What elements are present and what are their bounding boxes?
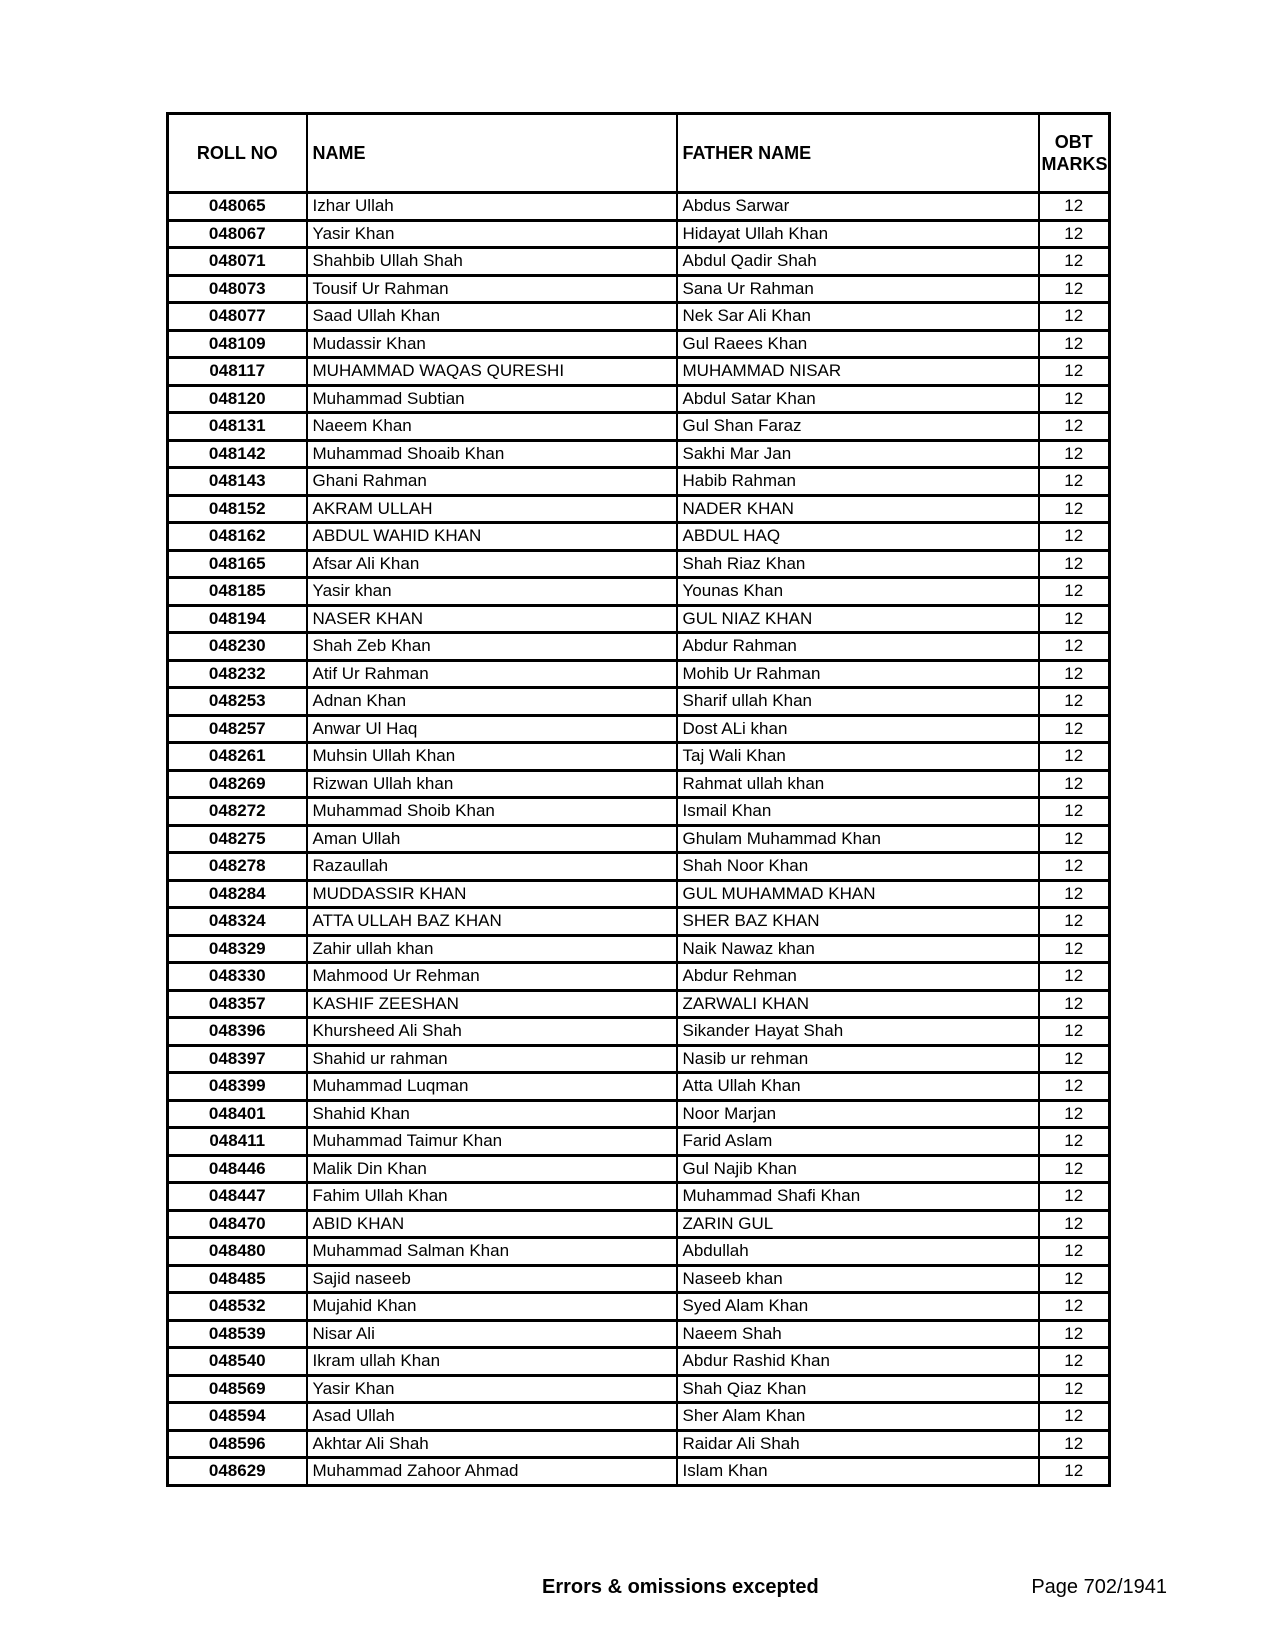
roll-no-cell: 048131 [168, 413, 307, 441]
roll-no-cell: 048143 [168, 468, 307, 496]
table-row [168, 330, 1110, 358]
name-cell: Afsar Ali Khan [307, 550, 677, 578]
roll-no-cell: 048109 [168, 330, 307, 358]
table-row [168, 880, 1110, 908]
table-row [168, 1458, 1110, 1486]
name-cell: Ikram ullah Khan [307, 1348, 677, 1376]
roll-no-cell: 048485 [168, 1265, 307, 1293]
obt-marks-cell: 12 [1039, 1348, 1110, 1376]
obt-marks-cell: 12 [1039, 633, 1110, 661]
table-row [168, 495, 1110, 523]
roll-no-cell: 048330 [168, 963, 307, 991]
table-row [168, 220, 1110, 248]
obt-marks-cell: 12 [1039, 935, 1110, 963]
roll-no-cell: 048357 [168, 990, 307, 1018]
name-cell: NASER KHAN [307, 605, 677, 633]
name-cell: Shahid Khan [307, 1100, 677, 1128]
father-name-cell: Sher Alam Khan [677, 1403, 1039, 1431]
roll-no-cell: 048329 [168, 935, 307, 963]
name-cell: Adnan Khan [307, 688, 677, 716]
obt-marks-cell: 12 [1039, 1155, 1110, 1183]
table-row [168, 908, 1110, 936]
name-cell: Yasir Khan [307, 1375, 677, 1403]
table-row [168, 385, 1110, 413]
name-cell: ATTA ULLAH BAZ KHAN [307, 908, 677, 936]
father-name-cell: Syed Alam Khan [677, 1293, 1039, 1321]
name-cell: Tousif Ur Rahman [307, 275, 677, 303]
father-name-cell: Nek Sar Ali Khan [677, 303, 1039, 331]
table-row [168, 523, 1110, 551]
name-cell: Naeem Khan [307, 413, 677, 441]
table-row [168, 193, 1110, 221]
father-name-cell: Gul Raees Khan [677, 330, 1039, 358]
table-row [168, 1238, 1110, 1266]
roll-no-cell: 048272 [168, 798, 307, 826]
name-cell: Muhammad Salman Khan [307, 1238, 677, 1266]
roll-no-cell: 048232 [168, 660, 307, 688]
obt-marks-cell: 12 [1039, 385, 1110, 413]
father-name-cell: Ghulam Muhammad Khan [677, 825, 1039, 853]
name-cell: Muhsin Ullah Khan [307, 743, 677, 771]
obt-marks-cell: 12 [1039, 1045, 1110, 1073]
obt-marks-cell: 12 [1039, 193, 1110, 221]
father-name-cell: Naik Nawaz khan [677, 935, 1039, 963]
father-name-cell: Shah Noor Khan [677, 853, 1039, 881]
roll-no-cell: 048596 [168, 1430, 307, 1458]
obt-marks-cell: 12 [1039, 220, 1110, 248]
table-row [168, 1265, 1110, 1293]
roll-no-cell: 048257 [168, 715, 307, 743]
roll-no-cell: 048073 [168, 275, 307, 303]
obt-marks-cell: 12 [1039, 358, 1110, 386]
table-row [168, 825, 1110, 853]
table-row [168, 303, 1110, 331]
obt-marks-cell: 12 [1039, 825, 1110, 853]
roll-no-cell: 048071 [168, 248, 307, 276]
table-row [168, 1210, 1110, 1238]
roll-no-cell: 048185 [168, 578, 307, 606]
father-name-cell: Atta Ullah Khan [677, 1073, 1039, 1101]
table-row [168, 605, 1110, 633]
table-row [168, 1100, 1110, 1128]
table-row [168, 715, 1110, 743]
father-name-cell: Islam Khan [677, 1458, 1039, 1486]
name-cell: Muhammad Taimur Khan [307, 1128, 677, 1156]
father-name-cell: Abdur Rahman [677, 633, 1039, 661]
name-cell: ABDUL WAHID KHAN [307, 523, 677, 551]
obt-marks-cell: 12 [1039, 688, 1110, 716]
name-cell: Shah Zeb Khan [307, 633, 677, 661]
table-row [168, 550, 1110, 578]
roll-no-cell: 048401 [168, 1100, 307, 1128]
roll-no-cell: 048230 [168, 633, 307, 661]
roll-no-cell: 048152 [168, 495, 307, 523]
results-table-body [168, 193, 1110, 1486]
name-cell: Asad Ullah [307, 1403, 677, 1431]
name-cell: Khursheed Ali Shah [307, 1018, 677, 1046]
father-name-cell: Hidayat Ullah Khan [677, 220, 1039, 248]
obt-marks-cell: 12 [1039, 908, 1110, 936]
obt-marks-cell: 12 [1039, 1293, 1110, 1321]
name-cell: Ghani Rahman [307, 468, 677, 496]
father-name-cell: Gul Shan Faraz [677, 413, 1039, 441]
obt-marks-cell: 12 [1039, 468, 1110, 496]
table-row [168, 1155, 1110, 1183]
roll-no-cell: 048253 [168, 688, 307, 716]
roll-no-cell: 048275 [168, 825, 307, 853]
father-name-cell: Sharif ullah Khan [677, 688, 1039, 716]
obt-marks-cell: 12 [1039, 578, 1110, 606]
obt-marks-cell: 12 [1039, 303, 1110, 331]
table-row [168, 413, 1110, 441]
results-table-header [168, 114, 1110, 193]
obt-marks-cell: 12 [1039, 1073, 1110, 1101]
roll-no-cell: 048261 [168, 743, 307, 771]
father-name-cell: Rahmat ullah khan [677, 770, 1039, 798]
name-cell: Zahir ullah khan [307, 935, 677, 963]
roll-no-cell: 048162 [168, 523, 307, 551]
table-row [168, 1348, 1110, 1376]
name-header: NAME [307, 114, 677, 193]
father-name-cell: Abdullah [677, 1238, 1039, 1266]
obt-marks-cell: 12 [1039, 798, 1110, 826]
obt-marks-cell: 12 [1039, 413, 1110, 441]
roll-no-cell: 048569 [168, 1375, 307, 1403]
father-name-cell: GUL MUHAMMAD KHAN [677, 880, 1039, 908]
father-name-cell: Naseeb khan [677, 1265, 1039, 1293]
name-cell: KASHIF ZEESHAN [307, 990, 677, 1018]
obt-marks-cell: 12 [1039, 1375, 1110, 1403]
roll-no-cell: 048065 [168, 193, 307, 221]
father-name-cell: Younas Khan [677, 578, 1039, 606]
name-cell: Akhtar Ali Shah [307, 1430, 677, 1458]
table-row [168, 1073, 1110, 1101]
obt-marks-cell: 12 [1039, 1458, 1110, 1486]
obt-marks-cell: 12 [1039, 1210, 1110, 1238]
father-name-cell: Abdus Sarwar [677, 193, 1039, 221]
father-name-cell: Sikander Hayat Shah [677, 1018, 1039, 1046]
table-row [168, 633, 1110, 661]
roll-no-cell: 048165 [168, 550, 307, 578]
roll-no-cell: 048594 [168, 1403, 307, 1431]
roll-no-cell: 048278 [168, 853, 307, 881]
father-name-cell: Shah Qiaz Khan [677, 1375, 1039, 1403]
father-name-cell: Shah Riaz Khan [677, 550, 1039, 578]
obt-marks-cell: 12 [1039, 605, 1110, 633]
name-cell: MUHAMMAD WAQAS QURESHI [307, 358, 677, 386]
roll-no-cell: 048324 [168, 908, 307, 936]
name-cell: Aman Ullah [307, 825, 677, 853]
obt-marks-cell: 12 [1039, 1128, 1110, 1156]
table-row [168, 1045, 1110, 1073]
table-row [168, 1375, 1110, 1403]
table-row [168, 440, 1110, 468]
obt-marks-cell: 12 [1039, 770, 1110, 798]
table-row [168, 963, 1110, 991]
table-row [168, 660, 1110, 688]
roll-no-cell: 048470 [168, 1210, 307, 1238]
obt-marks-cell: 12 [1039, 880, 1110, 908]
roll-no-cell: 048532 [168, 1293, 307, 1321]
table-row [168, 798, 1110, 826]
roll-no-cell: 048142 [168, 440, 307, 468]
name-cell: Muhammad Zahoor Ahmad [307, 1458, 677, 1486]
roll-no-cell: 048480 [168, 1238, 307, 1266]
table-row [168, 1128, 1110, 1156]
roll-no-cell: 048284 [168, 880, 307, 908]
obt-marks-cell: 12 [1039, 1320, 1110, 1348]
roll-no-cell: 048269 [168, 770, 307, 798]
roll-no-cell: 048447 [168, 1183, 307, 1211]
name-cell: Muhammad Shoaib Khan [307, 440, 677, 468]
obt-marks-cell: 12 [1039, 523, 1110, 551]
roll-no-cell: 048399 [168, 1073, 307, 1101]
name-cell: AKRAM ULLAH [307, 495, 677, 523]
roll-no-cell: 048446 [168, 1155, 307, 1183]
obt-marks-cell: 12 [1039, 248, 1110, 276]
obt-marks-cell: 12 [1039, 660, 1110, 688]
footer-note: Errors & omissions excepted [542, 1576, 819, 1598]
name-cell: Shahid ur rahman [307, 1045, 677, 1073]
name-cell: Yasir Khan [307, 220, 677, 248]
name-cell: Mahmood Ur Rehman [307, 963, 677, 991]
roll-no-cell: 048539 [168, 1320, 307, 1348]
name-cell: Fahim Ullah Khan [307, 1183, 677, 1211]
obt-marks-cell: 12 [1039, 743, 1110, 771]
obt-marks-cell: 12 [1039, 1265, 1110, 1293]
roll-no-cell: 048120 [168, 385, 307, 413]
obt-marks-cell: 12 [1039, 495, 1110, 523]
obt-marks-cell: 12 [1039, 1430, 1110, 1458]
father-name-cell: ZARWALI KHAN [677, 990, 1039, 1018]
name-cell: MUDDASSIR KHAN [307, 880, 677, 908]
table-row [168, 990, 1110, 1018]
name-cell: Razaullah [307, 853, 677, 881]
obt-marks-cell: 12 [1039, 440, 1110, 468]
father-name-cell: Farid Aslam [677, 1128, 1039, 1156]
obt-marks-cell: 12 [1039, 275, 1110, 303]
obt-marks-cell: 12 [1039, 1018, 1110, 1046]
father-name-cell: ZARIN GUL [677, 1210, 1039, 1238]
father-name-cell: Naeem Shah [677, 1320, 1039, 1348]
name-cell: Mujahid Khan [307, 1293, 677, 1321]
roll-no-cell: 048194 [168, 605, 307, 633]
name-cell: Yasir khan [307, 578, 677, 606]
roll-no-cell: 048396 [168, 1018, 307, 1046]
table-row [168, 1183, 1110, 1211]
father-name-cell: NADER KHAN [677, 495, 1039, 523]
name-cell: Malik Din Khan [307, 1155, 677, 1183]
name-cell: Nisar Ali [307, 1320, 677, 1348]
name-cell: Muhammad Luqman [307, 1073, 677, 1101]
obt-marks-header: OBT MARKS [1039, 114, 1110, 193]
obt-marks-cell: 12 [1039, 1100, 1110, 1128]
obt-marks-cell: 12 [1039, 853, 1110, 881]
obt-marks-cell: 12 [1039, 330, 1110, 358]
name-cell: Anwar Ul Haq [307, 715, 677, 743]
father-name-header: FATHER NAME [677, 114, 1039, 193]
name-cell: Izhar Ullah [307, 193, 677, 221]
father-name-cell: Raidar Ali Shah [677, 1430, 1039, 1458]
name-cell: Rizwan Ullah khan [307, 770, 677, 798]
table-row [168, 1430, 1110, 1458]
roll-no-header: ROLL NO [168, 114, 307, 193]
father-name-cell: Abdur Rashid Khan [677, 1348, 1039, 1376]
father-name-cell: SHER BAZ KHAN [677, 908, 1039, 936]
roll-no-cell: 048629 [168, 1458, 307, 1486]
father-name-cell: Abdul Qadir Shah [677, 248, 1039, 276]
roll-no-cell: 048540 [168, 1348, 307, 1376]
obt-marks-cell: 12 [1039, 990, 1110, 1018]
obt-marks-cell: 12 [1039, 1183, 1110, 1211]
table-row [168, 468, 1110, 496]
table-row [168, 248, 1110, 276]
name-cell: Mudassir Khan [307, 330, 677, 358]
table-row [168, 770, 1110, 798]
table-row [168, 688, 1110, 716]
father-name-cell: Mohib Ur Rahman [677, 660, 1039, 688]
roll-no-cell: 048411 [168, 1128, 307, 1156]
roll-no-cell: 048397 [168, 1045, 307, 1073]
table-row [168, 935, 1110, 963]
name-cell: Muhammad Subtian [307, 385, 677, 413]
name-cell: Atif Ur Rahman [307, 660, 677, 688]
father-name-cell: Gul Najib Khan [677, 1155, 1039, 1183]
table-row [168, 1018, 1110, 1046]
obt-marks-cell: 12 [1039, 963, 1110, 991]
father-name-cell: Taj Wali Khan [677, 743, 1039, 771]
name-cell: Shahbib Ullah Shah [307, 248, 677, 276]
table-row [168, 358, 1110, 386]
father-name-cell: Ismail Khan [677, 798, 1039, 826]
table-row [168, 1320, 1110, 1348]
obt-marks-cell: 12 [1039, 715, 1110, 743]
name-cell: Saad Ullah Khan [307, 303, 677, 331]
name-cell: Muhammad Shoib Khan [307, 798, 677, 826]
roll-no-cell: 048067 [168, 220, 307, 248]
father-name-cell: Abdur Rehman [677, 963, 1039, 991]
table-row [168, 853, 1110, 881]
roll-no-cell: 048077 [168, 303, 307, 331]
obt-marks-cell: 12 [1039, 1403, 1110, 1431]
father-name-cell: Habib Rahman [677, 468, 1039, 496]
father-name-cell: Sana Ur Rahman [677, 275, 1039, 303]
father-name-cell: Dost ALi khan [677, 715, 1039, 743]
obt-marks-cell: 12 [1039, 550, 1110, 578]
header-row [168, 114, 1110, 193]
footer-page-number: Page 702/1941 [1031, 1576, 1167, 1598]
father-name-cell: Nasib ur rehman [677, 1045, 1039, 1073]
father-name-cell: GUL NIAZ KHAN [677, 605, 1039, 633]
table-row [168, 1293, 1110, 1321]
father-name-cell: Abdul Satar Khan [677, 385, 1039, 413]
father-name-cell: ABDUL HAQ [677, 523, 1039, 551]
obt-marks-cell: 12 [1039, 1238, 1110, 1266]
table-row [168, 743, 1110, 771]
table-row [168, 578, 1110, 606]
results-table [166, 112, 1111, 1487]
father-name-cell: MUHAMMAD NISAR [677, 358, 1039, 386]
table-row [168, 1403, 1110, 1431]
name-cell: Sajid naseeb [307, 1265, 677, 1293]
father-name-cell: Muhammad Shafi Khan [677, 1183, 1039, 1211]
name-cell: ABID KHAN [307, 1210, 677, 1238]
roll-no-cell: 048117 [168, 358, 307, 386]
father-name-cell: Noor Marjan [677, 1100, 1039, 1128]
table-row [168, 275, 1110, 303]
father-name-cell: Sakhi Mar Jan [677, 440, 1039, 468]
